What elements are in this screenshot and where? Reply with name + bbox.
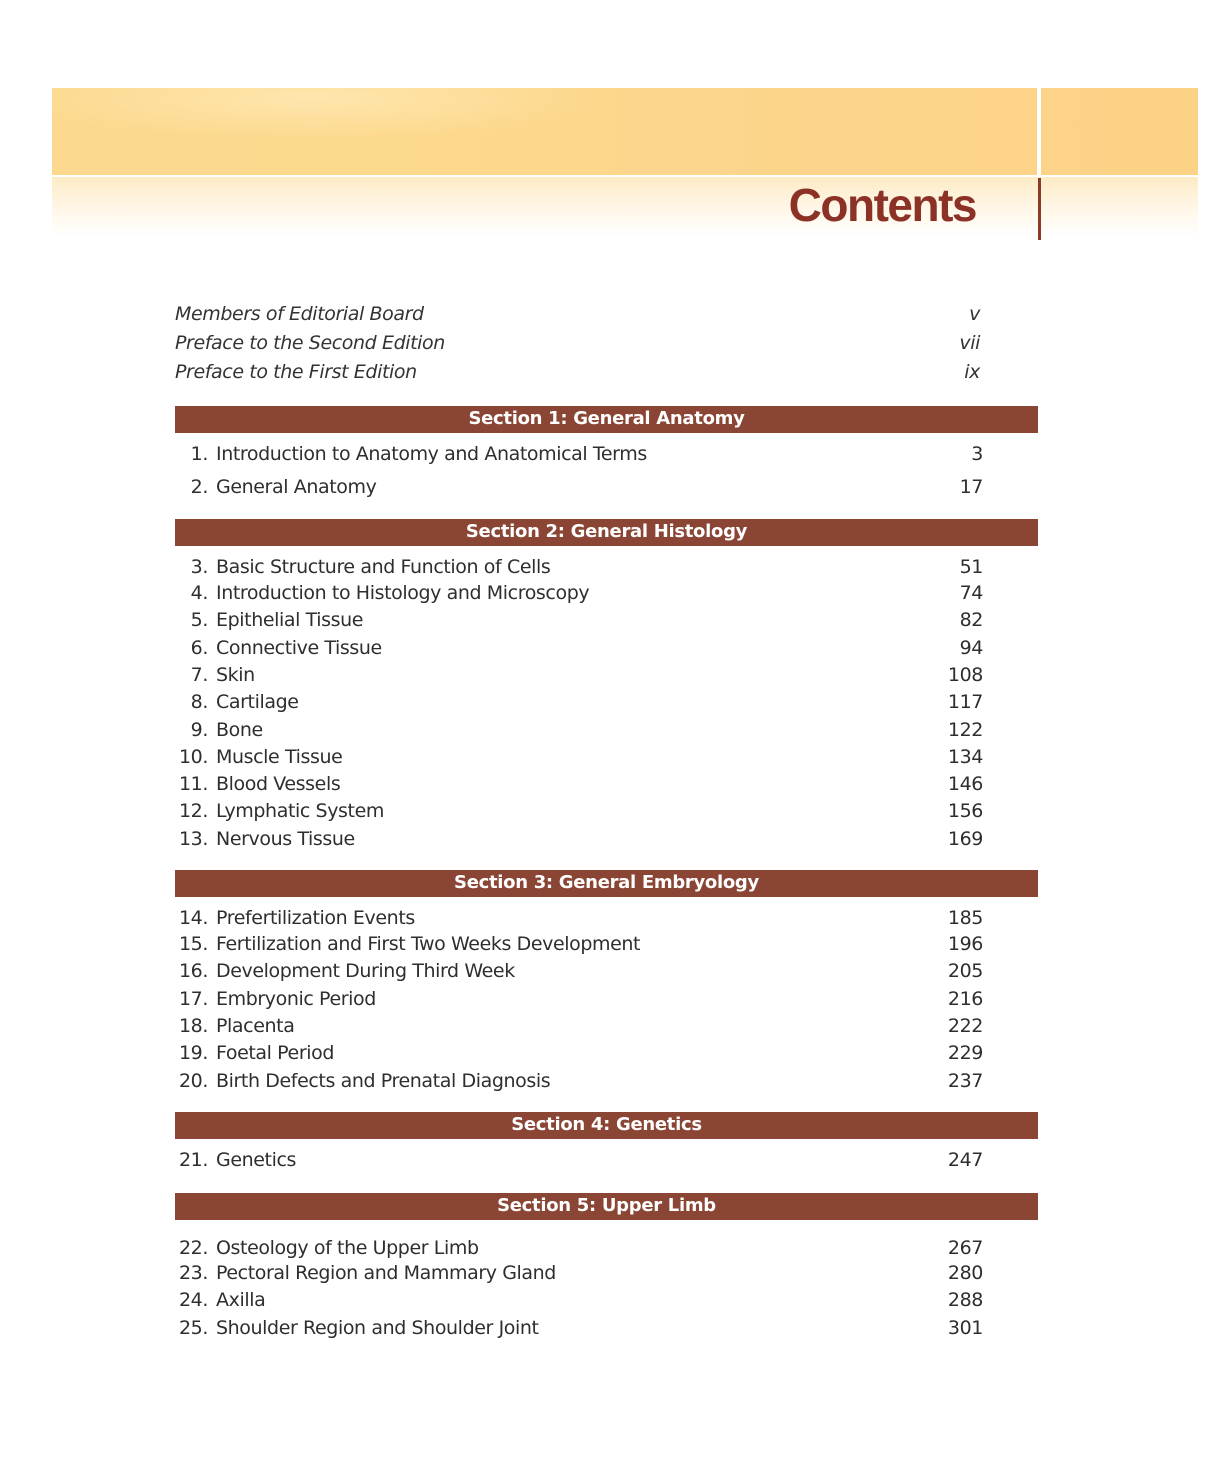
chapter-page: 280 bbox=[947, 1262, 983, 1284]
chapter-entry[interactable] bbox=[175, 826, 983, 852]
chapter-page: 185 bbox=[947, 907, 983, 929]
chapter-page: 229 bbox=[947, 1042, 983, 1064]
chapter-number: 23. bbox=[178, 1262, 208, 1284]
chapter-number: 7. bbox=[190, 664, 208, 686]
chapter-entry[interactable] bbox=[175, 1315, 983, 1341]
chapter-number: 14. bbox=[178, 907, 208, 929]
chapter-page: 94 bbox=[959, 637, 983, 659]
section-heading: Section 1: General Anatomy bbox=[175, 406, 1038, 433]
chapter-number: 5. bbox=[190, 609, 208, 631]
chapter-page: 74 bbox=[959, 582, 983, 604]
chapter-title: General Anatomy bbox=[216, 476, 377, 498]
chapter-page: 196 bbox=[947, 933, 983, 955]
chapter-number: 16. bbox=[178, 960, 208, 982]
prelim-page: vii bbox=[959, 332, 980, 354]
chapter-entry[interactable] bbox=[175, 905, 983, 931]
chapter-entry[interactable] bbox=[175, 931, 983, 957]
chapter-entry[interactable] bbox=[175, 662, 983, 688]
chapter-page: 3 bbox=[971, 443, 983, 465]
chapter-entry[interactable] bbox=[175, 554, 983, 580]
chapter-title: Embryonic Period bbox=[216, 988, 376, 1010]
chapter-page: 301 bbox=[947, 1317, 983, 1339]
chapter-title: Introduction to Anatomy and Anatomical Terms bbox=[216, 443, 647, 465]
banner-fade bbox=[52, 177, 1198, 237]
chapter-page: 51 bbox=[959, 556, 983, 578]
prelim-entry[interactable] bbox=[175, 303, 980, 325]
prelim-label: Preface to the Second Edition bbox=[175, 332, 445, 354]
chapter-number: 6. bbox=[190, 637, 208, 659]
chapter-title: Development During Third Week bbox=[216, 960, 515, 982]
chapter-number: 9. bbox=[190, 719, 208, 741]
chapter-title: Blood Vessels bbox=[216, 773, 341, 795]
chapter-title: Fertilization and First Two Weeks Development bbox=[216, 933, 641, 955]
prelim-page: v bbox=[969, 303, 980, 325]
chapter-entry[interactable] bbox=[175, 580, 983, 606]
chapter-number: 8. bbox=[190, 691, 208, 713]
chapter-title: Birth Defects and Prenatal Diagnosis bbox=[216, 1070, 551, 1092]
chapter-title: Lymphatic System bbox=[216, 800, 385, 822]
chapter-page: 108 bbox=[947, 664, 983, 686]
chapter-entry[interactable] bbox=[175, 798, 983, 824]
chapter-title: Muscle Tissue bbox=[216, 746, 343, 768]
chapter-entry[interactable] bbox=[175, 1235, 983, 1261]
title-rule bbox=[1038, 178, 1041, 240]
chapter-entry[interactable] bbox=[175, 441, 983, 467]
chapter-number: 21. bbox=[178, 1149, 208, 1171]
chapter-page: 169 bbox=[947, 828, 983, 850]
chapter-entry[interactable] bbox=[175, 1147, 983, 1173]
chapter-title: Cartilage bbox=[216, 691, 299, 713]
chapter-entry[interactable] bbox=[175, 1013, 983, 1039]
header-banner bbox=[52, 88, 1198, 175]
prelim-entry[interactable] bbox=[175, 361, 980, 383]
chapter-title: Axilla bbox=[216, 1289, 266, 1311]
chapter-page: 237 bbox=[947, 1070, 983, 1092]
chapter-number: 24. bbox=[178, 1289, 208, 1311]
prelim-entry[interactable] bbox=[175, 332, 980, 354]
chapter-page: 247 bbox=[947, 1149, 983, 1171]
chapter-title: Nervous Tissue bbox=[216, 828, 355, 850]
chapter-number: 4. bbox=[190, 582, 208, 604]
chapter-title: Skin bbox=[216, 664, 255, 686]
chapter-page: 134 bbox=[947, 746, 983, 768]
chapter-entry[interactable] bbox=[175, 1068, 983, 1094]
section-heading: Section 4: Genetics bbox=[175, 1112, 1038, 1139]
banner-divider bbox=[1037, 88, 1041, 175]
chapter-title: Prefertilization Events bbox=[216, 907, 415, 929]
chapter-entry[interactable] bbox=[175, 689, 983, 715]
prelim-label: Preface to the First Edition bbox=[175, 361, 417, 383]
page-title: Contents bbox=[788, 179, 976, 231]
chapter-entry[interactable] bbox=[175, 1040, 983, 1066]
chapter-entry[interactable] bbox=[175, 717, 983, 743]
chapter-title: Shoulder Region and Shoulder Joint bbox=[216, 1317, 539, 1339]
chapter-title: Connective Tissue bbox=[216, 637, 382, 659]
chapter-entry[interactable] bbox=[175, 771, 983, 797]
chapter-title: Foetal Period bbox=[216, 1042, 335, 1064]
chapter-number: 18. bbox=[178, 1015, 208, 1037]
chapter-page: 146 bbox=[947, 773, 983, 795]
chapter-page: 288 bbox=[947, 1289, 983, 1311]
chapter-title: Genetics bbox=[216, 1149, 297, 1171]
chapter-entry[interactable] bbox=[175, 474, 983, 500]
chapter-title: Epithelial Tissue bbox=[216, 609, 364, 631]
chapter-title: Basic Structure and Function of Cells bbox=[216, 556, 551, 578]
chapter-title: Pectoral Region and Mammary Gland bbox=[216, 1262, 556, 1284]
chapter-entry[interactable] bbox=[175, 958, 983, 984]
chapter-number: 22. bbox=[178, 1237, 208, 1259]
chapter-entry[interactable] bbox=[175, 1260, 983, 1286]
chapter-page: 216 bbox=[947, 988, 983, 1010]
section-heading: Section 2: General Histology bbox=[175, 519, 1038, 546]
chapter-number: 11. bbox=[178, 773, 208, 795]
chapter-number: 19. bbox=[178, 1042, 208, 1064]
chapter-page: 82 bbox=[959, 609, 983, 631]
chapter-title: Placenta bbox=[216, 1015, 295, 1037]
chapter-number: 13. bbox=[178, 828, 208, 850]
chapter-number: 15. bbox=[178, 933, 208, 955]
chapter-entry[interactable] bbox=[175, 1287, 983, 1313]
chapter-page: 222 bbox=[947, 1015, 983, 1037]
chapter-title: Osteology of the Upper Limb bbox=[216, 1237, 479, 1259]
prelim-page: ix bbox=[964, 361, 980, 383]
chapter-entry[interactable] bbox=[175, 635, 983, 661]
chapter-title: Introduction to Histology and Microscopy bbox=[216, 582, 590, 604]
chapter-entry[interactable] bbox=[175, 986, 983, 1012]
chapter-number: 2. bbox=[190, 476, 208, 498]
chapter-number: 3. bbox=[190, 556, 208, 578]
chapter-page: 205 bbox=[947, 960, 983, 982]
prelim-label: Members of Editorial Board bbox=[175, 303, 424, 325]
chapter-number: 25. bbox=[178, 1317, 208, 1339]
chapter-number: 17. bbox=[178, 988, 208, 1010]
chapter-number: 10. bbox=[178, 746, 208, 768]
section-heading: Section 5: Upper Limb bbox=[175, 1193, 1038, 1220]
chapter-title: Bone bbox=[216, 719, 263, 741]
chapter-page: 17 bbox=[959, 476, 983, 498]
chapter-page: 117 bbox=[947, 691, 983, 713]
chapter-entry[interactable] bbox=[175, 607, 983, 633]
chapter-page: 122 bbox=[947, 719, 983, 741]
chapter-entry[interactable] bbox=[175, 744, 983, 770]
chapter-number: 20. bbox=[178, 1070, 208, 1092]
section-heading: Section 3: General Embryology bbox=[175, 870, 1038, 897]
chapter-number: 1. bbox=[190, 443, 208, 465]
chapter-page: 156 bbox=[947, 800, 983, 822]
chapter-number: 12. bbox=[178, 800, 208, 822]
chapter-page: 267 bbox=[947, 1237, 983, 1259]
banner-swoosh bbox=[52, 88, 812, 175]
